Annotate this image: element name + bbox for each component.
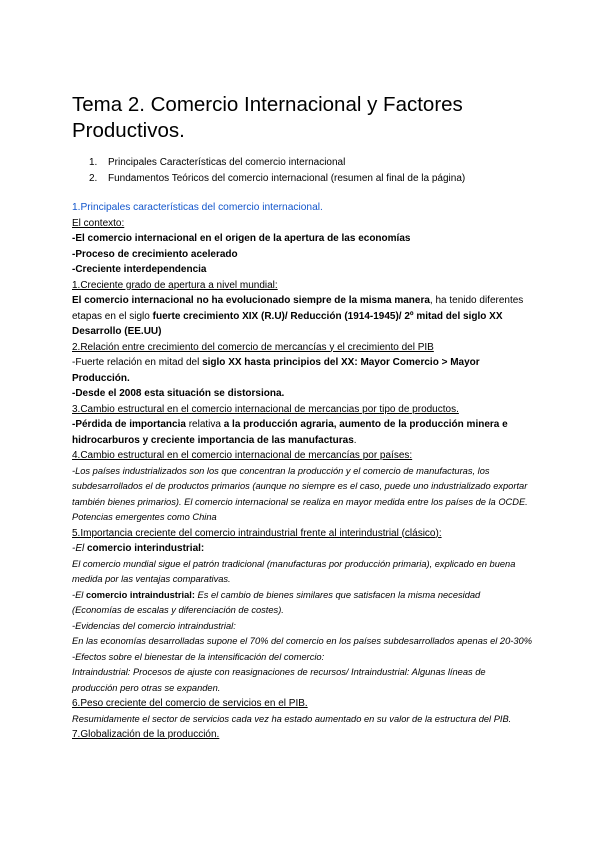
subsection-3-text: -Pérdida de importancia relativa a la producción agraria, aumento de la producción minera e hidrocarburos y creciente importancia de las manufacturas. bbox=[72, 419, 508, 446]
effects-text: Intraindustrial: Procesos de ajuste con reasignaciones de recursos/ Intraindustrial: Algunas líneas de producción pero otras se expanden. bbox=[72, 667, 486, 693]
section-heading: 1.Principales características del comercio internacional. bbox=[72, 202, 323, 213]
subsection-4-text: -Los países industrializados son los que concentran la producción y el comercio de manufacturas, los subdesarrollados el de productos primarios (aunque no siempre es el caso, puede uno industrializado exportar también bienes primarios). El comercio internacional se realiza en mayor medida entre los países de la OCDE. Potencias emergentes como China bbox=[72, 465, 528, 522]
subsection-6-heading: 6.Peso creciente del comercio de servicios en el PIB. bbox=[72, 698, 308, 709]
toc-item: 1. Principales Características del comercio internacional bbox=[89, 157, 346, 168]
subsection-7-heading: 7.Globalización de la producción. bbox=[72, 729, 220, 740]
subsection-5-heading: 5.Importancia creciente del comercio intraindustrial frente al interindustrial (clásico): bbox=[72, 527, 442, 539]
subsection-1-heading: 1.Creciente grado de apertura a nivel mundial: bbox=[72, 279, 278, 291]
interindustrial-label: -El comercio interindustrial: bbox=[72, 543, 205, 554]
toc-item: 2. Fundamentos Teóricos del comercio internacional (resumen al final de la página) bbox=[89, 172, 466, 184]
document-title: Tema 2. Comercio Internacional y Factores Productivos. bbox=[72, 93, 463, 142]
intraindustrial-text: -El comercio intraindustrial: Es el cambio de bienes similares que satisfacen la misma necesidad (Economías de escalas y diferenciación de costes). bbox=[72, 589, 481, 615]
evidence-label: -Evidencias del comercio intraindustrial: bbox=[72, 620, 236, 631]
subsection-2-line: -Desde el 2008 esta situación se distorsiona. bbox=[72, 388, 285, 399]
table-of-contents bbox=[72, 155, 532, 186]
evidence-text: En las economías desarrolladas supone el 70% del comercio en los países subdesarrollados apenas el 20-30% bbox=[72, 636, 532, 646]
subsection-2-text: -Fuerte relación en mitad del siglo XX hasta principios del XX: Mayor Comercio > Mayor Producción. bbox=[72, 357, 480, 384]
context-item: -Creciente interdependencia bbox=[72, 264, 207, 275]
subsection-2-heading: 2.Relación entre crecimiento del comercio de mercancías y el crecimiento del PIB bbox=[72, 341, 434, 353]
subsection-3-heading: 3.Cambio estructural en el comercio internacional de mercancias por tipo de productos. bbox=[72, 403, 459, 415]
subsection-1-text: El comercio internacional no ha evolucionado siempre de la misma manera, ha tenido diferentes etapas en el siglo fuerte crecimiento XIX (R.U)/ Reducción (1914-1945)/ 2º mitad del siglo XX Desarrollo (EE.UU) bbox=[72, 295, 524, 337]
context-label: El contexto: bbox=[72, 217, 125, 229]
subsection-6-text: Resumidamente el sector de servicios cada vez ha estado aumentado en su valor de la estructura del PIB. bbox=[72, 713, 512, 724]
subsection-4-heading: 4.Cambio estructural en el comercio internacional de mercancías por países: bbox=[72, 450, 413, 461]
effects-label: -Efectos sobre el bienestar de la intensificación del comercio: bbox=[72, 651, 325, 662]
context-item: -Proceso de crecimiento acelerado bbox=[72, 248, 238, 260]
context-item: -El comercio internacional en el origen de la apertura de las economías bbox=[72, 233, 411, 244]
interindustrial-text: El comercio mundial sigue el patrón tradicional (manufacturas por producción primaria), explicado en buena medida por las ventajas comparativas. bbox=[72, 558, 516, 584]
document-page bbox=[72, 92, 532, 743]
